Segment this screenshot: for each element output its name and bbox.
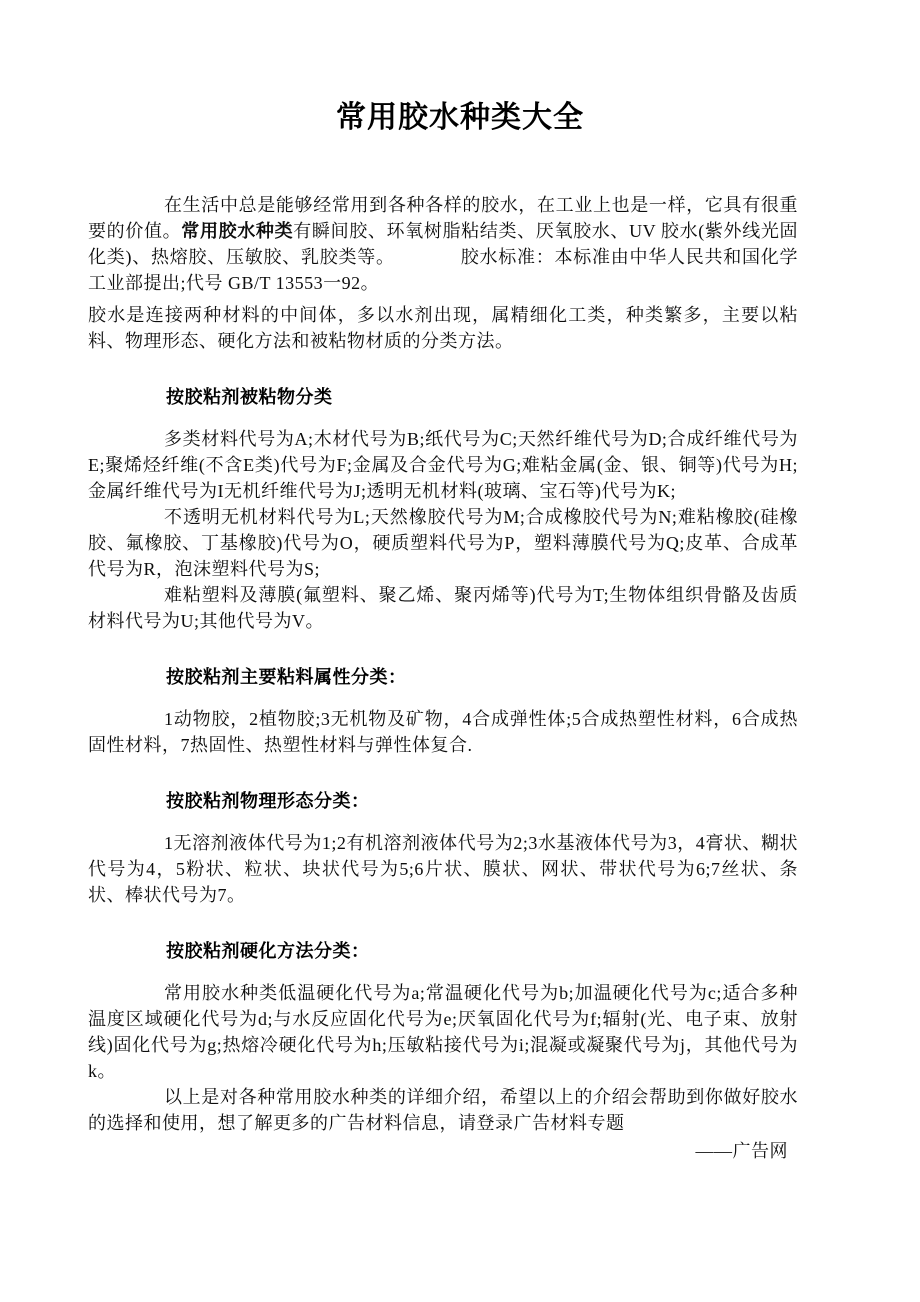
section-paragraph: 难粘塑料及薄膜(氟塑料、聚乙烯、聚丙烯等)代号为T;生物体组织骨骼及齿质材料代号为U;其他代号为V。 <box>88 585 798 631</box>
intro-paragraph <box>88 192 798 296</box>
closing-paragraph: 以上是对各种常用胶水种类的详细介绍，希望以上的介绍会帮助到你做好胶水的选择和使用，想了解更多的广告材料信息，请登录广告材料专题 <box>88 1087 798 1133</box>
section-paragraph: 1无溶剂液体代号为1;2有机溶剂液体代号为2;3水基液体代号为3，4膏状、糊状代号为4，5粉状、粒状、块状代号为5;6片状、膜状、网状、带状代号为6;7丝状、条状、棒状代号为7。 <box>88 833 798 905</box>
section-paragraph: 多类材料代号为A;木材代号为B;纸代号为C;天然纤维代号为D;合成纤维代号为E;聚烯烃纤维(不含E类)代号为F;金属及合金代号为G;难粘金属(金、银、铜等)代号为H;金属纤维代号为I无机纤维代号为J;透明无机材料(玻璃、宝石等)代号为K; <box>88 429 798 501</box>
text-column <box>88 192 798 1164</box>
section-heading-curing-method-classification: 按胶粘剂硬化方法分类： <box>166 941 370 961</box>
intro-bold-term: 常用胶水种类 <box>181 221 294 241</box>
section-heading-physical-form-classification: 按胶粘剂物理形态分类： <box>166 791 370 811</box>
signature-line: ——广告网 <box>695 1141 788 1161</box>
section-heading-binder-property-classification: 按胶粘剂主要粘料属性分类： <box>166 667 407 687</box>
overview-paragraph: 胶水是连接两种材料的中间体，多以水剂出现，属精细化工类，种类繁多，主要以粘料、物理形态、硬化方法和被粘物材质的分类方法。 <box>88 305 798 351</box>
intro-text-before: 在生活中总是能够经常用到各种各样的胶水，在工业上也是一样，它具有很重要的价值。 <box>88 195 798 241</box>
section-paragraph: 1动物胶，2植物胶;3无机物及矿物，4合成弹性体;5合成热塑性材料，6合成热固性材料，7热固性、热塑性材料与弹性体复合. <box>88 709 798 755</box>
section-paragraph: 常用胶水种类低温硬化代号为a;常温硬化代号为b;加温硬化代号为c;适合多种温度区域硬化代号为d;与水反应固化代号为e;厌氧固化代号为f;辐射(光、电子束、放射线)固化代号为g;热熔冷硬化代号为h;压敏粘接代号为i;混凝或凝聚代号为j，其他代号为k。 <box>88 983 798 1081</box>
section-paragraph: 不透明无机材料代号为L;天然橡胶代号为M;合成橡胶代号为N;难粘橡胶(硅橡胶、氟橡胶、丁基橡胶)代号为O，硬质塑料代号为P，塑料薄膜代号为Q;皮革、合成革代号为R，泡沫塑料代号为S; <box>88 507 798 579</box>
intro-text-after: 有瞬间胶、环氧树脂粘结类、厌氧胶水、UV 胶水(紫外线光固化类)、热熔胶、压敏胶、乳胶类等。 胶水标准：本标准由中华人民共和国化学工业部提出;代号 GB/T 13553一92。 <box>88 221 799 293</box>
page-title: 常用胶水种类大全 <box>336 101 584 134</box>
section-heading-adherend-classification: 按胶粘剂被粘物分类 <box>166 387 333 407</box>
